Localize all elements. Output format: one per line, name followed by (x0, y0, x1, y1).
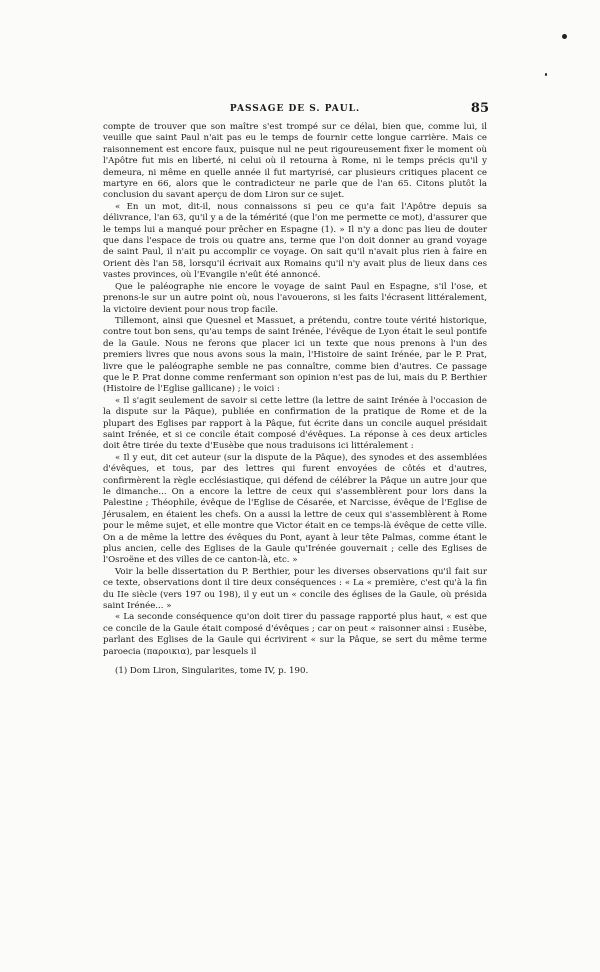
page-body (103, 122, 487, 658)
paragraph: « En un mot, dit-il, nous connaissons si peu ce qu'a fait l'Apôtre depuis sa délivrance, l'an 63, qu'il y a de la témérité (que l'on me permette ce mot), d'assurer que le temps lui a manqué pour prêcher en Espagne (1). » Il n'y a donc pas lieu de douter que dans l'espace de trois ou quatre ans, terme que l'on doit donner au grand voyage de saint Paul, il n'ait pu accomplir ce voyage. On sait qu'il n'avait plus rien à faire en Orient dès l'an 58, lorsqu'il écrivait aux Romains qu'il n'y avait plus de lieux dans ces vastes provinces, où l'Evangile n'eût été annoncé. (103, 201, 487, 281)
paragraph: Voir la belle dissertation du P. Berthier, pour les diverses observations qu'il fait sur ce texte, observations dont il tire deux conséquences : « La « première, c'est qu'à la fin du IIe siècle (vers 197 ou 198), il y eut un « concile des églises de la Gaule, où présida saint Irénée... » (103, 566, 487, 612)
paragraph: Que le paléographe nie encore le voyage de saint Paul en Espagne, s'il l'ose, et prenons-le sur un autre point où, nous l'avouerons, si les faits l'écrasent littéralement, la victoire devient pour nous trop facile. (103, 281, 487, 315)
ink-speck (562, 34, 567, 39)
ink-speck (545, 73, 547, 76)
footnote: (1) Dom Liron, Singularites, tome IV, p. 190. (115, 666, 309, 677)
running-title: PASSAGE DE S. PAUL. (229, 104, 361, 114)
paragraph: « La seconde conséquence qu'on doit tirer du passage rapporté plus haut, « est que ce concile de la Gaule était composé d'évêques ; car on peut « raisonner ainsi : Eusèbe, parlant des Eglises de la Gaule qui écrivirent « sur la Pâque, se sert du même terme paroecia (παροικια), par lesquels il (103, 612, 487, 657)
paragraph: compte de trouver que son maître s'est trompé sur ce délai, bien que, comme lui, il veuille que saint Paul n'ait pas eu le temps de fournir cette longue carrière. Mais ce raisonnement est encore faux, puisque nul ne peut rigoureusement fixer le moment où l'Apôtre fut mis en liberté, ni celui où il retourna à Rome, ni le temps précis qu'il y demeura, ni même en quelle année il fut martyrisé, car plusieurs critiques placent ce martyre en 66, alors que le contradicteur ne parle que de l'an 65. Citons plutôt la conclusion du savant aperçu de dom Liron sur ce sujet. (103, 122, 487, 201)
running-header (103, 101, 489, 120)
paragraph: Tillemont, ainsi que Quesnel et Massuet, a prétendu, contre toute vérité historique, contre tout bon sens, qu'au temps de saint Irénée, l'évêque de Lyon était le seul pontife de la Gaule. Nous ne ferons que placer ici un texte que nous prenons à l'un des premiers livres que nous avons sous la main, l'Histoire de saint Irénée, par le P. Prat, livre que le paléographe semble ne pas connaître, comme bien d'autres. Ce passage que le P. Prat donne comme renfermant son opinion n'est pas de lui, mais du P. Berthier (Histoire de l'Eglise gallicane) ; le voici : (103, 315, 487, 395)
paragraph: « Il y eut, dit cet auteur (sur la dispute de la Pâque), des synodes et des assemblées d'évêques, et tous, par des lettres qui furent envoyées de côtés et d'autres, confirmèrent la règle ecclésiastique, qui défend de célébrer la Pâque un autre jour que le dimanche... On a encore la lettre de ceux qui s'assemblèrent pour lors dans la Palestine ; Théophile, évêque de l'Eglise de Césarée, et Narcisse, évêque de l'Eglise de Jérusalem, en étaient les chefs. On a aussi la lettre de ceux qui s'assemblèrent à Rome pour le même sujet, et elle montre que Victor était en ce temps-là évêque de cette ville. On a de même la lettre des évêques du Pont, ayant à leur tête Palmas, comme étant le plus ancien, celle des Eglises de la Gaule qu'Irénée gouvernait ; celle des Eglises de l'Osroëne et des villes de ce canton-là, etc. » (103, 452, 487, 566)
paragraph: « Il s'agit seulement de savoir si cette lettre (la lettre de saint Irénée à l'occasion de la dispute sur la Pâque), publiée en confirmation de la pratique de Rome et de la plupart des Eglises par rapport à la Pâque, fut écrite dans un concile auquel présidait saint Irénée, et si ce concile était composé d'évêques. La réponse à ces deux articles doit être tirée du texte d'Eusèbe que nous traduisons ici littéralement : (103, 395, 487, 452)
page-number: 85 (470, 101, 489, 116)
book-page (103, 101, 489, 677)
